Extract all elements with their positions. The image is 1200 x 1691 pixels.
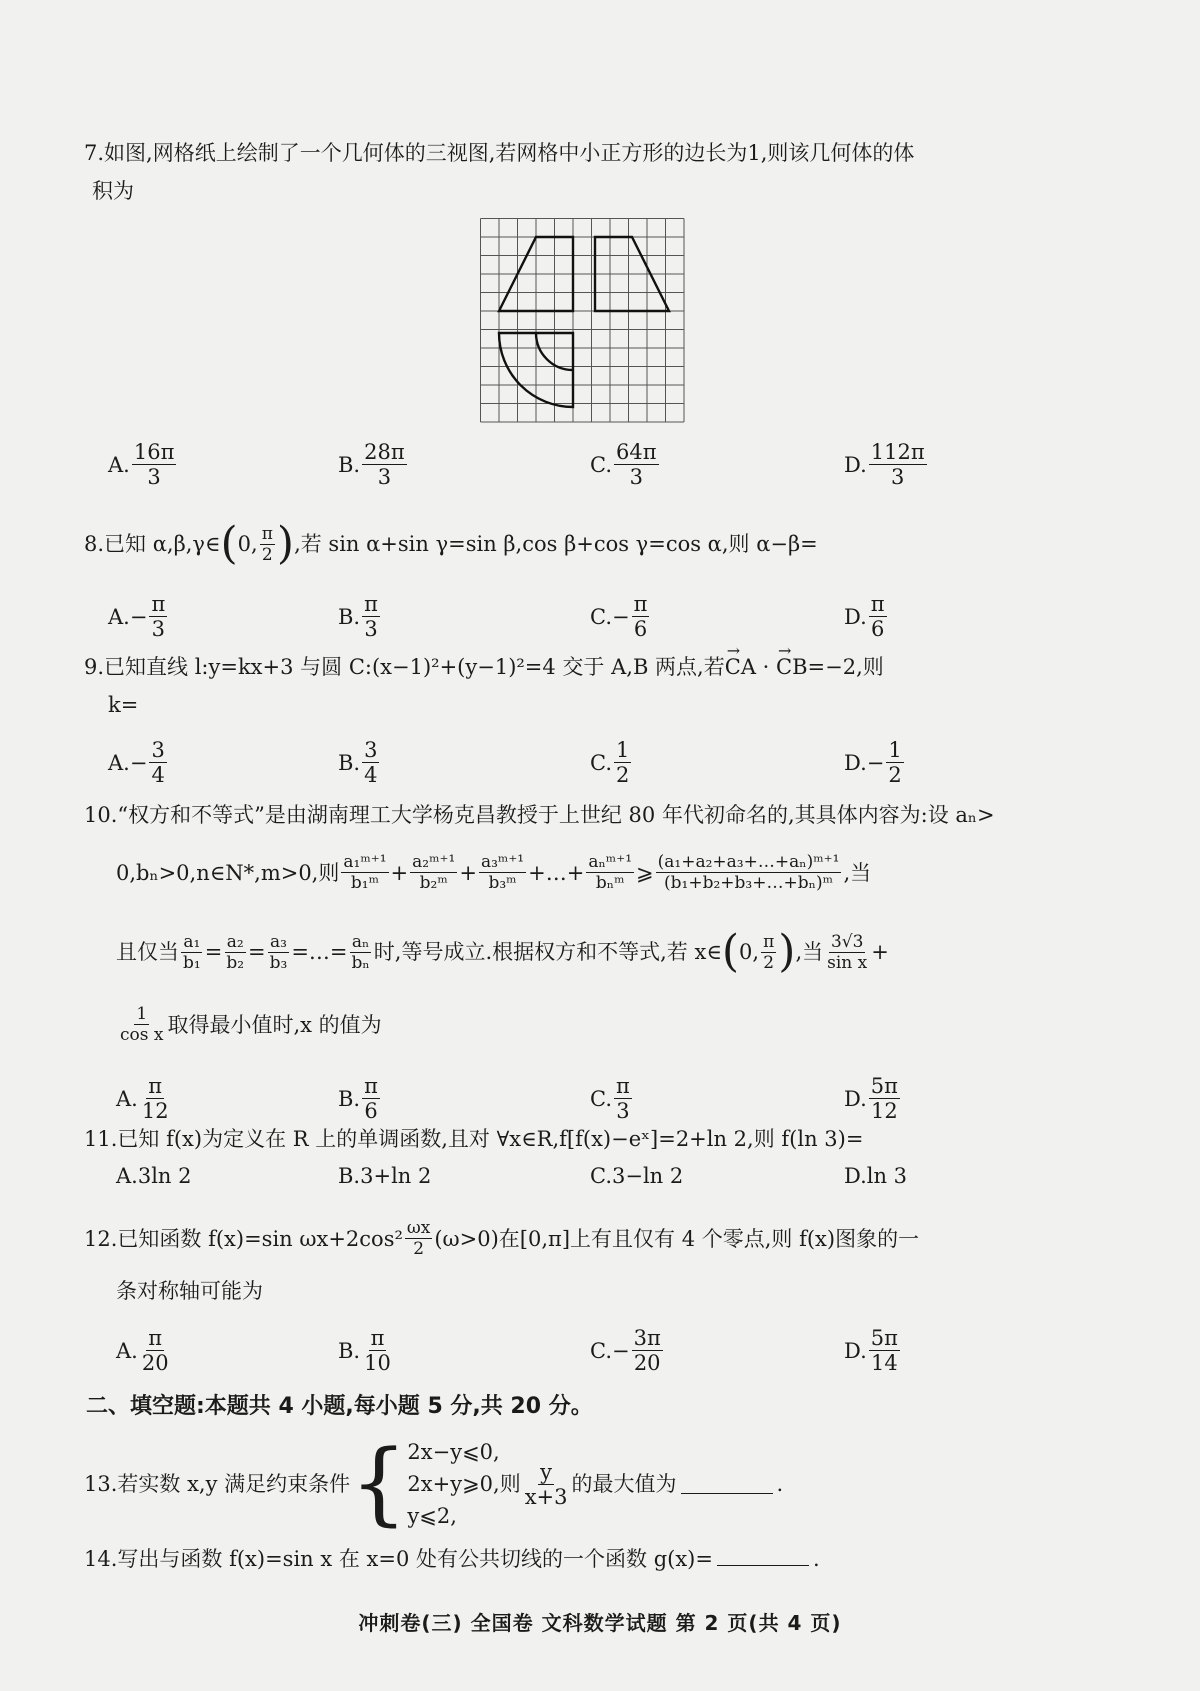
q10-option-b[interactable]: B. $\frac{\pi}{6}$ xyxy=(338,1074,378,1123)
q11-option-a[interactable]: A.3ln 2 xyxy=(116,1164,192,1188)
q8-option-a[interactable]: A.− $\frac{\pi}{3}$ xyxy=(108,592,166,641)
q10-line4: $\frac{1}{\text{cos x}}$ 取得最小值时,x 的值为 xyxy=(120,1004,382,1045)
q12-line2: 条对称轴可能为 xyxy=(116,1279,263,1303)
q7-option-c[interactable]: C. $\frac{64\pi}{3}$ xyxy=(590,440,657,489)
section-2-heading: 二、填空题:本题共 4 小题,每小题 5 分,共 20 分。 xyxy=(86,1394,593,1419)
q8-option-c[interactable]: C.− $\frac{\pi}{6}$ xyxy=(590,592,648,641)
q8-option-d[interactable]: D. $\frac{\pi}{6}$ xyxy=(844,592,885,641)
q7-line2: 积为 xyxy=(92,179,134,203)
q12-option-b[interactable]: B. $\frac{\pi}{10}$ xyxy=(338,1326,391,1375)
constraint-system: 2x−y⩽0, 2x+y⩾0, y⩽2, xyxy=(407,1440,500,1528)
q11-option-b[interactable]: B.3+ln 2 xyxy=(338,1164,432,1188)
q9-line2: k= xyxy=(108,693,139,717)
q13-line: 13.若实数 x,y 满足约束条件 { 2x−y⩽0, 2x+y⩾0, y⩽2, 则 $\frac{y}{x+3}$ 的最大值为 . xyxy=(84,1431,784,1536)
q10-option-c[interactable]: C. $\frac{\pi}{3}$ xyxy=(590,1074,630,1123)
q9-option-a[interactable]: A.− $\frac{3}{4}$ xyxy=(108,738,165,787)
q9-option-d[interactable]: D.− $\frac{1}{2}$ xyxy=(844,738,902,787)
page-footer: 冲刺卷(三) 全国卷 文科数学试题 第 2 页(共 4 页) xyxy=(358,1611,842,1635)
q12-line1: 12.已知函数 f(x)=sin ωx+2cos² $\frac{\omega x}{2}$ (ω>0)在[0,π]上有且仅有 4 个零点,则 f(x)图象的一 xyxy=(84,1218,920,1259)
q10-option-d[interactable]: D. $\frac{5\pi}{12}$ xyxy=(844,1074,898,1123)
q7-option-d[interactable]: D. $\frac{112\pi}{3}$ xyxy=(844,440,925,489)
q10-line3: 且仅当 $\frac{\text{a₁}}{\text{b₁}}$ = $\frac{\text{a₂}}{\text{b₂}}$ = $\frac{\text{a₃}}{\text{b₃}}$ =…= $\frac{\text{aₙ}}{\text{bₙ}}$ 时,等号成立.根据权方和不等式,若 x∈ ( 0, $\frac{\pi}{2}$ ) ,当 $\frac{3√3}{\text{sin x}}$ + xyxy=(116,926,889,977)
three-view-figure xyxy=(478,216,690,428)
q13-answer-blank[interactable] xyxy=(681,1475,773,1494)
q7-option-a[interactable]: A. $\frac{16\pi}{3}$ xyxy=(108,440,175,489)
q9-option-b[interactable]: B. $\frac{3}{4}$ xyxy=(338,738,378,787)
q7-line1: 7.如图,网格纸上绘制了一个几何体的三视图,若网格中小正方形的边长为1,则该几何体的体 xyxy=(84,141,915,165)
vector-cb: → CB xyxy=(776,652,808,682)
q7-option-b[interactable]: B. $\frac{28\pi}{3}$ xyxy=(338,440,405,489)
q8-option-b[interactable]: B. $\frac{\pi}{3}$ xyxy=(338,592,378,641)
grid-lines xyxy=(481,219,685,423)
q10-line2: 0,bₙ>0,n∈N*,m>0,则 $\frac{\text{a₁ᵐ⁺¹}}{\text{b₁ᵐ}}$ + $\frac{\text{a₂ᵐ⁺¹}}{\text{b₂ᵐ}}$ + $\frac{\text{a₃ᵐ⁺¹}}{\text{b₃ᵐ}}$ +…+ $\frac{\text{aₙᵐ⁺¹}}{\text{bₙᵐ}}$ ⩾ $\frac{\text{(a₁+a₂+a₃+…+aₙ)ᵐ⁺¹}}{\text{(b₁+b₂+b₃+…+bₙ)ᵐ}}$ ,当 xyxy=(116,852,872,893)
q11-option-c[interactable]: C.3−ln 2 xyxy=(590,1164,684,1188)
q9-line1: 9.已知直线 l:y=kx+3 与圆 C:(x−1)²+(y−1)²=4 交于 A,B 两点,若→ CA · → CB=−2,则 xyxy=(84,652,884,682)
q8-line: 8.已知 α,β,γ∈ ( 0, $\frac{\pi}{2}$ ) ,若 sin α+sin γ=sin β,cos β+cos γ=cos α,则 α−β= xyxy=(84,518,818,569)
q10-line1: 10.“权方和不等式”是由湖南理工大学杨克昌教授于上世纪 80 年代初命名的,其具体内容为:设 aₙ> xyxy=(84,803,995,827)
q14-answer-blank[interactable] xyxy=(717,1547,809,1566)
vector-ca: → CA xyxy=(725,652,756,682)
q11-line: 11.已知 f(x)为定义在 R 上的单调函数,且对 ∀x∈R,f[f(x)−eˣ]=2+ln 2,则 f(ln 3)= xyxy=(84,1127,864,1151)
q12-option-a[interactable]: A. $\frac{\pi}{20}$ xyxy=(116,1326,169,1375)
q12-option-d[interactable]: D. $\frac{5\pi}{14}$ xyxy=(844,1326,898,1375)
q10-option-a[interactable]: A. $\frac{\pi}{12}$ xyxy=(116,1074,169,1123)
q11-option-d[interactable]: D.ln 3 xyxy=(844,1164,908,1188)
q12-option-c[interactable]: C.− $\frac{3\pi}{20}$ xyxy=(590,1326,661,1375)
q14-line: 14.写出与函数 f(x)=sin x 在 x=0 处有公共切线的一个函数 g(x)= . xyxy=(84,1547,820,1571)
q9-option-c[interactable]: C. $\frac{1}{2}$ xyxy=(590,738,630,787)
